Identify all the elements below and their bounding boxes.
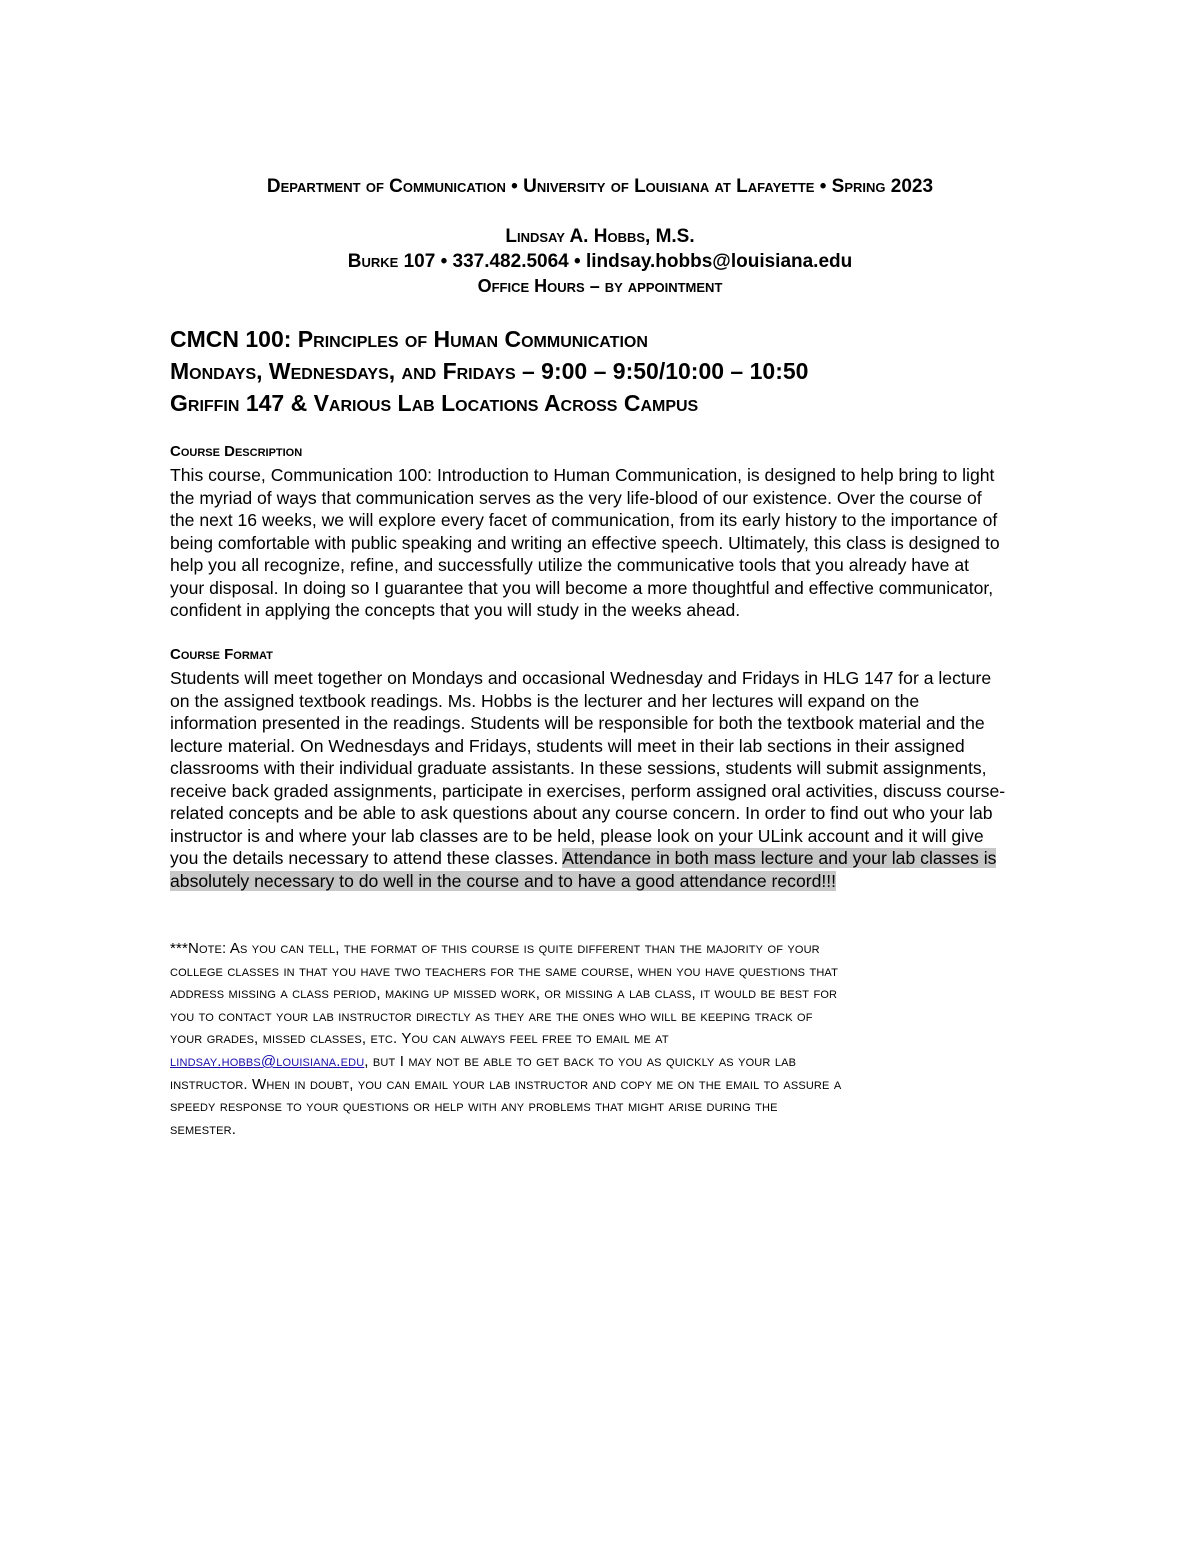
office-hours: Office Hours – by appointment <box>477 276 723 296</box>
note-line <box>170 1051 1110 1074</box>
note-line: speedy response to your questions or help with any problems that might arise during the <box>170 1098 778 1116</box>
description-line: the next 16 weeks, we will explore every facet of communication, from its early history to the importance of <box>170 510 998 530</box>
instructor-name: Lindsay A. Hobbs, M.S. <box>505 226 695 247</box>
description-line: help you all recognize, refine, and successfully utilize the communicative tools that you already have at <box>170 555 969 575</box>
attendance-highlight: Attendance in both mass lecture and your lab classes is <box>562 848 997 868</box>
office-location: Burke 107 <box>347 251 436 272</box>
note-line: ***Note: As you can tell, the format of this course is quite different than the majority of your <box>170 940 820 957</box>
format-line: classrooms with their individual graduate assistants. In these sessions, students will submit assignments, <box>170 758 987 778</box>
contact-line <box>0 251 1200 273</box>
note-line: you to contact your lab instructor directly as they are the ones who will be keeping track of <box>170 1007 813 1025</box>
format-paragraph <box>170 667 1105 892</box>
note-line: address missing a class period, making up missed work, or missing a lab class, it would be best for <box>170 985 838 1003</box>
format-line: information presented in the readings. Students will be responsible for both the textbook material and the <box>170 713 985 733</box>
note-line: semester. <box>170 1120 237 1138</box>
format-line: on the assigned textbook readings. Ms. Hobbs is the lecturer and her lectures will expand on the <box>170 690 920 711</box>
format-line: instructor is and where your lab classes are to be held, please look on your ULink account and it will give <box>170 825 984 846</box>
note-paragraph <box>170 938 1110 1141</box>
description-heading: Course Description <box>170 443 303 460</box>
course-schedule: Mondays, Wednesdays, and Fridays – 9:00 – 9:50/10:00 – 10:50 <box>170 358 809 384</box>
department-line: Department of Communication • University of Louisiana at Lafayette • Spring 2023 <box>266 176 934 197</box>
course-location: Griffin 147 & Various Lab Locations Across Campus <box>170 390 699 416</box>
format-line-text: you the details necessary to attend these classes. <box>170 848 563 868</box>
phone-number: 337.482.5064 <box>452 251 569 272</box>
email-link[interactable]: lindsay.hobbs@louisiana.edu <box>170 1052 365 1070</box>
description-line: the myriad of ways that communication serves as the very life-blood of our existence. Over the course of <box>170 487 982 508</box>
format-line: receive back graded assignments, participate in exercises, perform assigned oral activities, discuss course- <box>170 780 1006 801</box>
separator: • <box>440 251 448 272</box>
description-paragraph <box>170 464 1105 622</box>
note-line-text: , but I may not be able to get back to you as quickly as your lab <box>364 1052 797 1070</box>
format-line: related concepts and be able to ask questions about any course concern. In order to find out who your lab <box>170 803 993 823</box>
note-line: your grades, missed classes, etc. You can always feel free to email me at <box>170 1030 669 1048</box>
email-address: lindsay.hobbs@louisiana.edu <box>585 251 853 272</box>
format-line <box>170 870 1105 893</box>
attendance-highlight: absolutely necessary to do well in the course and to have a good attendance record!!! <box>170 870 837 891</box>
description-line: confident in applying the concepts that you will study in the weeks ahead. <box>170 600 741 620</box>
course-title: CMCN 100: Principles of Human Communication <box>170 326 648 352</box>
separator: • <box>574 251 581 272</box>
format-line: lecture material. On Wednesdays and Fridays, students will meet in their lab sections in their assigned <box>170 735 965 756</box>
description-line: This course, Communication 100: Introduction to Human Communication, is designed to help bring to light <box>170 465 995 485</box>
format-line: Students will meet together on Mondays and occasional Wednesday and Fridays in HLG 147 for a lecture <box>170 668 992 688</box>
note-line: college classes in that you have two teachers for the same course, when you have questions that <box>170 962 838 980</box>
format-heading: Course Format <box>170 646 273 663</box>
description-line: being comfortable with public speaking and writing an effective speech. Ultimately, this class is designed to <box>170 532 1000 553</box>
note-line: instructor. When in doubt, you can email your lab instructor and copy me on the email to assure a <box>170 1075 842 1093</box>
description-line: your disposal. In doing so I guarantee that you will become a more thoughtful and effective communicator, <box>170 577 994 598</box>
format-line <box>170 847 1105 870</box>
